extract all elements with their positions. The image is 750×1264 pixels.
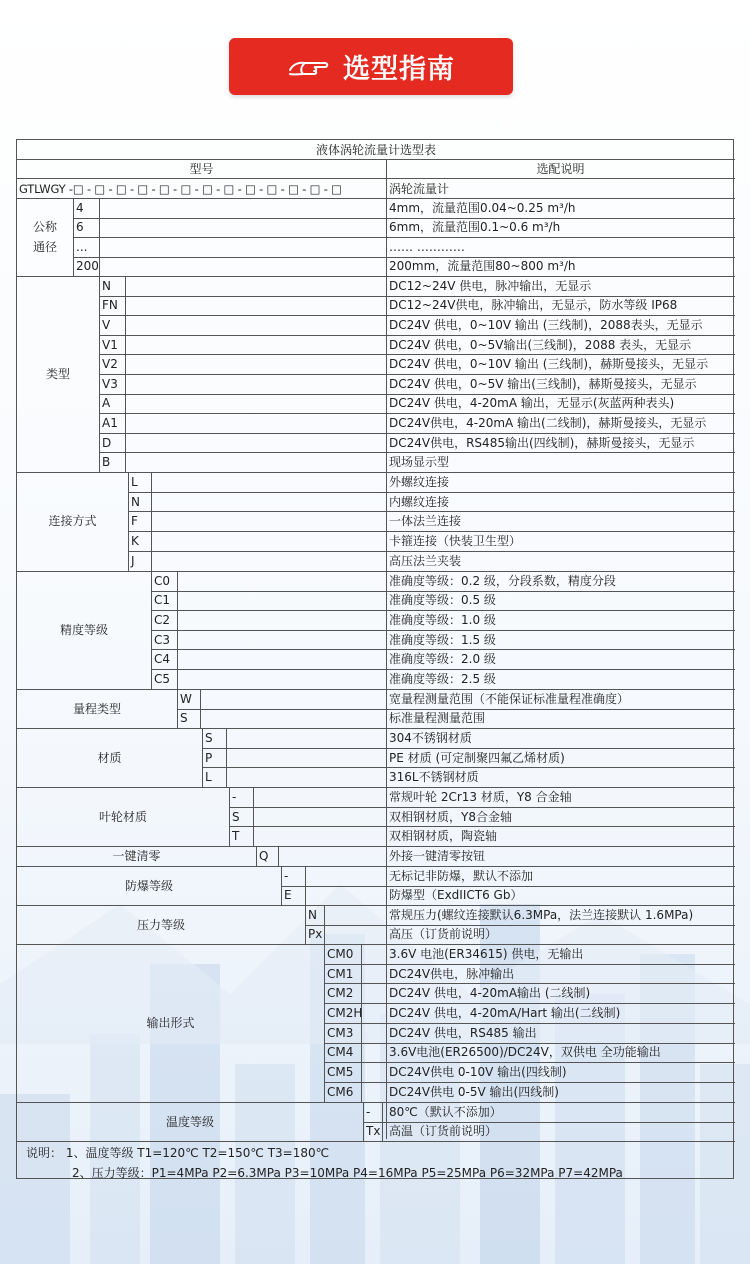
option-code-pressure-1: Px <box>308 927 323 942</box>
option-code-material-0: S <box>205 730 213 745</box>
banner-title: 选型指南 <box>343 54 455 85</box>
group-label-impeller: 叶轮材质 <box>98 809 147 824</box>
option-desc-material-1: PE 材质 (可定制聚四氟乙烯材质) <box>389 750 565 765</box>
option-code-accuracy-1: C1 <box>154 593 171 608</box>
group-label-connection: 连接方式 <box>48 514 97 529</box>
option-desc-type-2: DC24V 供电，0~10V 输出 (三线制)，2088表头，无显示 <box>389 318 703 332</box>
option-code-impeller-2: T <box>232 829 240 844</box>
group-label-range: 量程类型 <box>72 701 121 716</box>
option-desc-type-1: DC12~24V供电，脉冲输出，无显示，防水等级 IP68 <box>389 298 678 313</box>
group-label-accuracy: 精度等级 <box>59 622 108 637</box>
option-desc-type-0: DC12~24V 供电，脉冲输出，无显示 <box>389 278 592 293</box>
option-code-accuracy-0: C0 <box>154 573 171 588</box>
option-code-type-0: N <box>102 278 111 293</box>
group-label-diameter: 公称通径 <box>32 220 57 254</box>
option-desc-connection-1: 内螺纹连接 <box>389 494 450 509</box>
header-model: 型号 <box>189 162 214 176</box>
pointing-hand-icon <box>287 54 333 80</box>
option-desc-diameter-0: 4mm，流量范围0.04~0.25 m³/h <box>389 200 576 215</box>
option-code-output-0: CM0 <box>327 946 354 961</box>
option-code-diameter-3: 200 <box>76 259 99 274</box>
option-desc-type-7: DC24V供电，4-20mA 输出(二线制)，赫斯曼接头，无显示 <box>389 416 707 430</box>
option-code-range-1: S <box>180 711 188 726</box>
option-code-impeller-0: - <box>232 789 237 804</box>
option-code-output-1: CM1 <box>327 966 354 981</box>
option-code-type-4: V2 <box>102 357 118 372</box>
option-code-pressure-0: N <box>308 907 317 922</box>
option-code-diameter-0: 4 <box>76 200 84 215</box>
option-desc-connection-4: 高压法兰夹装 <box>389 553 462 568</box>
option-code-type-1: FN <box>102 298 118 313</box>
option-code-range-0: W <box>180 691 192 706</box>
option-code-type-3: V1 <box>102 337 118 352</box>
option-desc-temperature-0: 80℃（默认不添加） <box>389 1104 502 1119</box>
option-desc-explosion-1: 防爆型（ExdIICT6 Gb） <box>389 888 523 903</box>
group-label-explosion: 防爆等级 <box>124 878 173 893</box>
option-desc-range-0: 宽量程测量范围（不能保证标准量程准确度） <box>389 691 630 706</box>
table-title: 液体涡轮流量计选型表 <box>315 143 436 157</box>
option-code-material-1: P <box>205 750 213 765</box>
option-desc-pressure-1: 高压（订货前说明） <box>389 927 498 942</box>
option-code-type-8: D <box>102 435 112 450</box>
group-label-type: 类型 <box>45 367 70 381</box>
option-desc-accuracy-2: 准确度等级：1.0 级 <box>389 613 496 627</box>
option-desc-output-5: 3.6V电池(ER26500)/DC24V，双供电 全功能输出 <box>389 1045 661 1060</box>
selection-table <box>16 139 734 1179</box>
option-desc-material-0: 304不锈钢材质 <box>389 730 472 745</box>
option-desc-pressure-0: 常规压力(螺纹连接默认6.3MPa，法兰连接默认 1.6MPa) <box>389 907 694 922</box>
option-code-output-3: CM2H <box>327 1005 363 1020</box>
group-label-output: 输出形式 <box>146 1015 195 1030</box>
group-label-pressure: 压力等级 <box>136 917 185 932</box>
option-code-explosion-1: E <box>284 888 292 903</box>
option-code-connection-2: F <box>131 514 138 529</box>
option-desc-connection-3: 卡箍连接（快装卫生型） <box>389 533 522 548</box>
option-desc-connection-2: 一体法兰连接 <box>389 514 462 529</box>
option-code-output-4: CM3 <box>327 1025 354 1040</box>
option-code-connection-1: N <box>131 494 140 509</box>
option-code-accuracy-4: C4 <box>154 652 171 667</box>
option-desc-accuracy-3: 准确度等级：1.5 级 <box>389 632 496 647</box>
option-code-connection-0: L <box>131 474 138 489</box>
option-desc-type-4: DC24V 供电，0~10V 输出 (三线制)，赫斯曼接头，无显示 <box>389 357 709 372</box>
option-code-output-2: CM2 <box>327 986 354 1001</box>
selection-guide-banner <box>229 38 513 95</box>
option-desc-zero-0: 外接一键清零按钮 <box>389 848 486 863</box>
option-desc-range-1: 标准量程测量范围 <box>389 711 486 726</box>
option-code-connection-3: K <box>131 533 139 548</box>
option-desc-type-9: 现场显示型 <box>389 455 450 470</box>
option-desc-connection-0: 外螺纹连接 <box>389 474 450 489</box>
note-line-2: 2、压力等级：P1=4MPa P2=6.3MPa P3=10MPa P4=16MPa P5=25MPa P6=32MPa P7=42MPa <box>72 1166 623 1180</box>
option-desc-diameter-1: 6mm，流量范围0.1~0.6 m³/h <box>389 220 561 235</box>
option-code-zero-0: Q <box>259 848 269 863</box>
option-code-temperature-1: Tx <box>366 1124 381 1139</box>
option-desc-explosion-0: 无标记非防爆，默认不添加 <box>389 868 534 883</box>
model-desc: 涡轮流量计 <box>389 182 450 196</box>
option-desc-type-8: DC24V供电，RS485输出(四线制)，赫斯曼接头，无显示 <box>389 435 695 450</box>
option-desc-diameter-3: 200mm，流量范围80~800 m³/h <box>389 259 576 274</box>
option-desc-type-5: DC24V 供电，0~5V 输出(三线制)，赫斯曼接头，无显示 <box>389 376 697 391</box>
note-line-1: 说明： 1、温度等级 T1=120℃ T2=150℃ T3=180℃ <box>26 1146 330 1160</box>
option-desc-output-4: DC24V 供电，RS485 输出 <box>389 1025 537 1040</box>
option-code-temperature-0: - <box>366 1104 371 1119</box>
option-desc-output-2: DC24V 供电，4-20mA输出 (二线制) <box>389 986 591 1001</box>
option-desc-output-0: 3.6V 电池(ER34615) 供电，无输出 <box>389 946 584 961</box>
option-desc-impeller-0: 常规叶轮 2Cr13 材质，Y8 合金轴 <box>389 789 572 804</box>
option-code-output-7: CM6 <box>327 1084 354 1099</box>
option-code-impeller-1: S <box>232 809 240 824</box>
option-desc-temperature-1: 高温（订货前说明） <box>389 1124 498 1139</box>
option-desc-type-6: DC24V 供电，4-20mA 输出，无显示(灰蓝两种表头) <box>389 396 675 411</box>
option-code-type-9: B <box>102 455 111 470</box>
option-desc-accuracy-0: 准确度等级：0.2 级，分段系数，精度分段 <box>389 573 616 588</box>
option-code-output-5: CM4 <box>327 1045 354 1060</box>
option-code-accuracy-5: C5 <box>154 671 171 686</box>
option-code-type-6: A <box>102 396 111 411</box>
model-code: GTLWGY -□ - □ - □ - □ - □ - □ - □ - □ - □ - □ - □ - □ - □ <box>19 182 342 196</box>
header-desc: 选配说明 <box>536 162 585 176</box>
option-desc-impeller-1: 双相钢材质，Y8合金轴 <box>389 809 512 824</box>
option-code-type-5: V3 <box>102 376 118 391</box>
option-desc-type-3: DC24V 供电，0~5V输出(三线制)，2088 表头，无显示 <box>389 337 692 352</box>
option-code-accuracy-3: C3 <box>154 632 171 647</box>
option-desc-output-1: DC24V供电，脉冲输出 <box>389 966 515 981</box>
option-desc-output-3: DC24V 供电，4-20mA/Hart 输出(二线制) <box>389 1005 621 1020</box>
option-desc-output-7: DC24V供电 0-5V 输出(四线制) <box>389 1084 559 1099</box>
option-desc-material-2: 316L不锈钢材质 <box>389 770 479 785</box>
group-label-material: 材质 <box>97 750 122 765</box>
option-code-type-7: A1 <box>102 416 118 430</box>
option-code-diameter-2: ... <box>76 239 88 254</box>
option-desc-diameter-2: …… ………… <box>389 239 465 254</box>
option-desc-accuracy-4: 准确度等级：2.0 级 <box>389 652 496 667</box>
option-desc-output-6: DC24V供电 0-10V 输出(四线制) <box>389 1065 567 1080</box>
option-code-type-2: V <box>102 318 111 332</box>
option-code-diameter-1: 6 <box>76 220 84 235</box>
option-desc-accuracy-1: 准确度等级：0.5 级 <box>389 593 496 608</box>
option-code-connection-4: J <box>131 553 135 568</box>
option-desc-impeller-2: 双相钢材质，陶瓷轴 <box>389 829 498 844</box>
option-code-material-2: L <box>205 770 212 785</box>
option-code-explosion-0: - <box>284 868 289 883</box>
option-desc-accuracy-5: 准确度等级：2.5 级 <box>389 671 496 686</box>
group-label-zero: 一键清零 <box>112 848 161 863</box>
group-label-temperature: 温度等级 <box>165 1114 214 1129</box>
option-code-output-6: CM5 <box>327 1065 354 1080</box>
option-code-accuracy-2: C2 <box>154 613 171 627</box>
